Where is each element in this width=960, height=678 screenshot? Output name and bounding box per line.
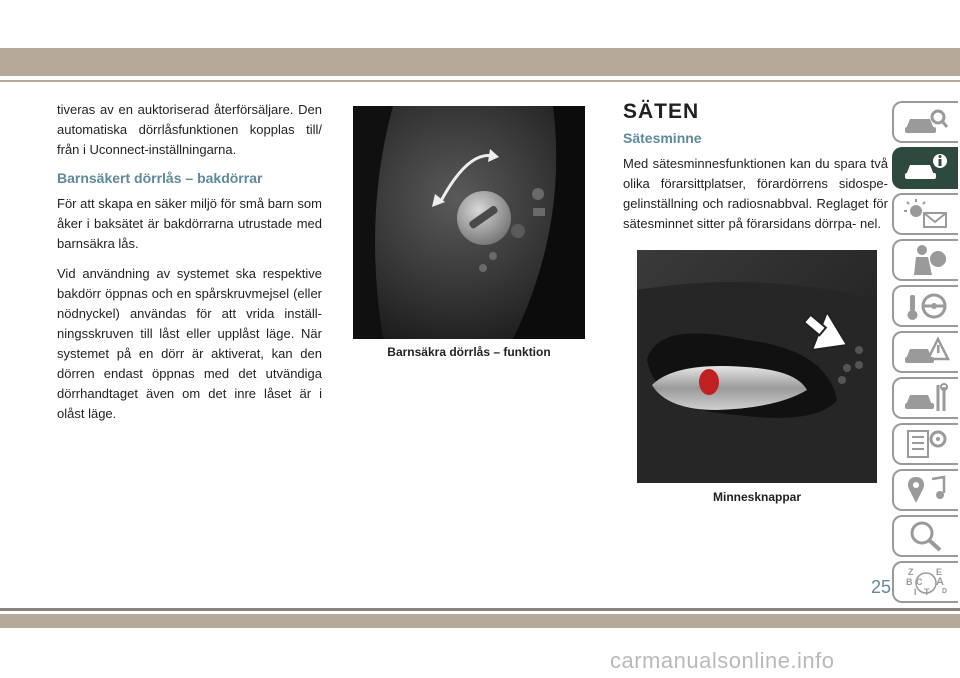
header-band	[0, 48, 960, 76]
index-letter: B	[906, 577, 913, 587]
list-gear-icon	[902, 427, 950, 461]
header-rule	[0, 80, 960, 82]
tab-index[interactable]	[892, 561, 958, 603]
watermark: carmanualsonline.info	[610, 648, 835, 673]
child-lock-paragraph-2: Vid användning av systemet ska respektive bakdörr öppnas och en spårskruvmejsel (eller nödnyckel) användas för att vrida inställ- ningsskruven till låst eller upplåst läge. När systemet på en dörr är aktiverat, kan den dörren endast öppnas med det utvändiga dörrhandtaget även om det inre låset är i olåst läge.	[57, 266, 322, 421]
tab-multimedia[interactable]	[892, 469, 958, 511]
child-lock-caption: Barnsäkra dörrlås – funktion	[387, 345, 551, 359]
memory-buttons-caption: Minnesknappar	[712, 490, 802, 504]
page-number: 25	[870, 577, 892, 597]
car-info-icon	[902, 151, 950, 185]
alphabet-index-icon	[902, 565, 950, 599]
car-search-icon	[902, 105, 950, 139]
child-lock-heading: Barnsäkert dörrlås – bakdörrar	[57, 170, 263, 186]
tab-emergency[interactable]	[892, 331, 958, 373]
index-letter: E	[936, 567, 943, 577]
tab-service[interactable]	[892, 377, 958, 419]
tab-specifications[interactable]	[892, 423, 958, 465]
tab-warning-lights[interactable]	[892, 193, 958, 235]
chapter-tabs	[892, 101, 960, 607]
memory-paragraph: Med sätesminnesfunktionen kan du spara två olika förarsittplatser, förardörrens sidospe- gelinställning och radiosnabbval. Reglaget för sätesminnet sitter på förarsidans dörrpa- nel.	[623, 156, 888, 231]
gear-steering-wheel-icon	[902, 289, 950, 323]
section-title: SÄTEN	[623, 100, 700, 123]
tab-search[interactable]	[892, 515, 958, 557]
airbag-person-icon	[902, 243, 950, 277]
footer-rule	[0, 608, 960, 611]
magnifier-icon	[902, 519, 950, 553]
tab-safety[interactable]	[892, 239, 958, 281]
warning-light-mail-icon	[902, 197, 950, 231]
memory-heading: Sätesminne	[623, 130, 702, 146]
memory-buttons-photo	[637, 250, 877, 483]
car-warning-icon	[902, 335, 950, 369]
index-letter: D	[942, 588, 948, 595]
child-lock-paragraph-1: För att skapa en säker miljö för små barn som åker i baksätet är bakdörrarna utrustade med barnsäkra lås.	[57, 196, 322, 251]
footer-band	[0, 614, 960, 628]
index-letter: C	[916, 577, 923, 587]
child-lock-photo	[353, 106, 585, 339]
index-letter: I	[914, 587, 917, 597]
index-letter: A	[936, 576, 944, 588]
car-tools-icon	[902, 381, 950, 415]
media-location-icon	[902, 473, 950, 507]
intro-paragraph: tiveras av en auktoriserad återförsäljare. Den automatiska dörrlåsfunktionen kopplas till/ från i Uconnect-inställningarna.	[57, 102, 322, 157]
index-letter: Z	[908, 567, 914, 577]
left-column	[57, 100, 322, 434]
tab-car-info[interactable]	[892, 147, 958, 189]
right-column	[623, 100, 888, 244]
index-letter: T	[924, 587, 930, 597]
tab-driving[interactable]	[892, 285, 958, 327]
tab-car-search[interactable]	[892, 101, 958, 143]
